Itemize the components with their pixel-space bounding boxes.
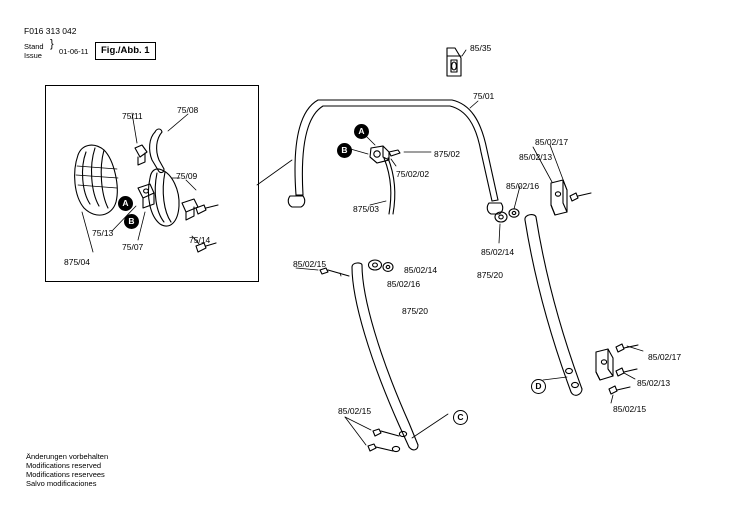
callout-75-07: 75/07 [122,242,144,252]
callout-85-02-15-left: 85/02/15 [293,259,327,269]
detail-panel [45,85,259,282]
badge-c: C [453,410,468,425]
callout-85-02-15-bottom: 85/02/15 [338,406,372,416]
callout-85-02-17-upper: 85/02/17 [535,137,569,147]
badge-a-panel: A [118,196,133,211]
badge-d: D [531,379,546,394]
callout-75-02-02: 75/02/02 [396,169,430,179]
footer-line-es: Salvo modificaciones [26,479,97,488]
stand-label: Stand [24,42,44,51]
callout-85-02-16-right: 85/02/16 [506,181,540,191]
callout-75-08: 75/08 [177,105,199,115]
callout-875-02: 875/02 [434,149,460,159]
issue-date: 01-06-11 [59,47,89,56]
callout-75-01: 75/01 [473,91,495,101]
callout-85-02-13-upper: 85/02/13 [519,152,553,162]
callout-85-02-15-lower: 85/02/15 [613,404,647,414]
badge-b-main: B [337,143,352,158]
callout-75-14: 75/14 [189,235,211,245]
callout-85-35: 85/35 [470,43,492,53]
callout-875-03: 875/03 [353,204,379,214]
badge-b-panel: B [124,214,139,229]
callout-875-04: 875/04 [64,257,90,267]
figure-badge: Fig./Abb. 1 [95,42,156,60]
callout-85-02-14-left: 85/02/14 [404,265,438,275]
callout-75-13: 75/13 [92,228,114,238]
footer-line-de: Änderungen vorbehalten [26,452,109,461]
issue-label: Issue [24,51,42,60]
callout-85-02-14-right: 85/02/14 [481,247,515,257]
callout-875-20-left: 875/20 [402,306,428,316]
callout-875-20-right: 875/20 [477,270,503,280]
footer-line-en: Modifications reserved [26,461,102,470]
callout-85-02-17-lower: 85/02/17 [648,352,682,362]
header-brace: } [50,38,54,50]
footer-line-fr: Modifications reservees [26,470,105,479]
part-number: F016 313 042 [24,26,77,36]
callout-75-09: 75/09 [176,171,198,181]
callout-75-11: 75/11 [122,111,143,121]
badge-a-main: A [354,124,369,139]
callout-85-02-13-lower: 85/02/13 [637,378,671,388]
callout-85-02-16-left: 85/02/16 [387,279,421,289]
